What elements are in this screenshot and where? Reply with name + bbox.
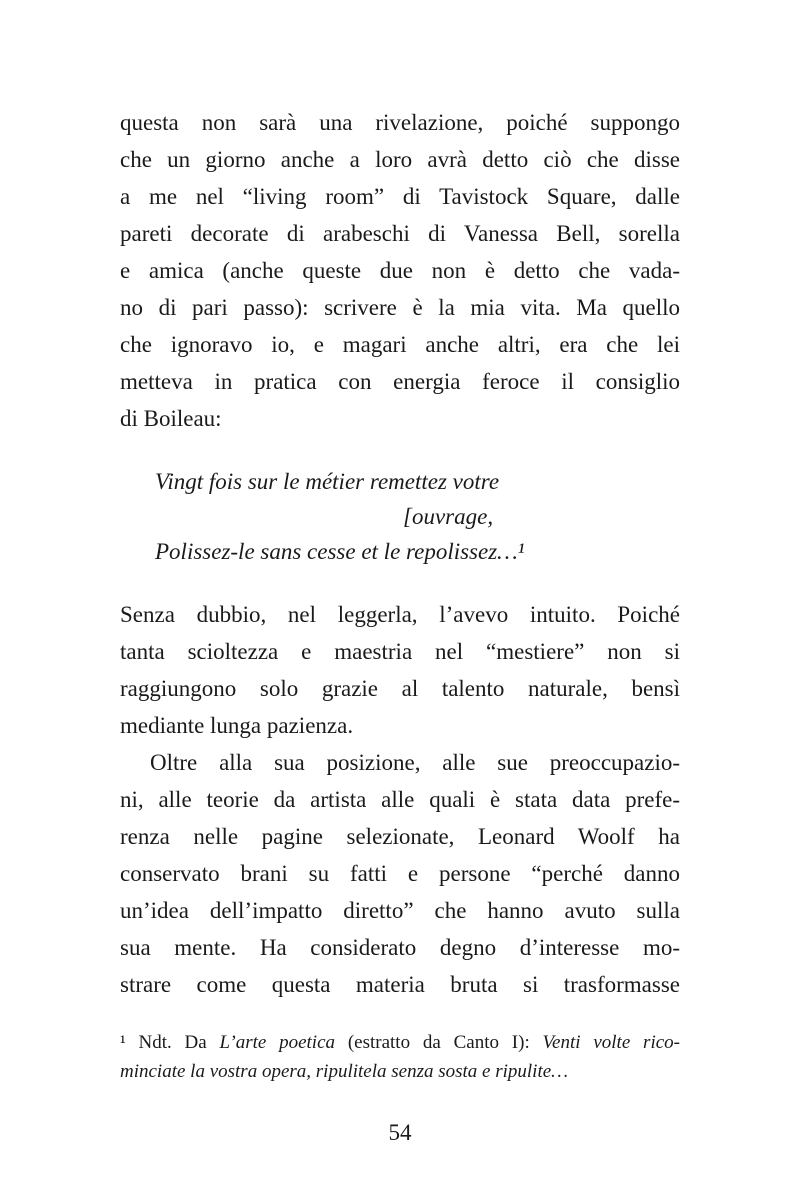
page-number: 54 <box>388 1120 412 1145</box>
text-line: a me nel “living room” di Tavistock Square, dalle <box>120 184 680 209</box>
text-line: ni, alle teorie da artista alle quali è stata data prefe- <box>120 787 680 812</box>
text-line: di Boileau: <box>120 406 222 431</box>
footnote-line <box>120 1057 680 1086</box>
text-line: sua mente. Ha considerato degno d’interesse mo- <box>120 935 680 960</box>
text-line: renza nelle pagine selezionate, Leonard Woolf ha <box>120 824 680 849</box>
senza-dubbio-paragraph <box>120 596 680 744</box>
text-line: Senza dubbio, nel leggerla, l’avevo intuito. Poiché <box>120 602 680 627</box>
oltre-paragraph <box>120 744 680 1003</box>
text-line: un’idea dell’impatto diretto” che hanno avuto sulla <box>120 898 680 923</box>
text-line: tanta scioltezza e maestria nel “mestiere” non si <box>120 639 680 664</box>
text-line: mediante lunga pazienza. <box>120 713 354 738</box>
text-line: no di pari passo): scrivere è la mia vita. Ma quello <box>120 295 680 320</box>
text-line: pareti decorate di arabeschi di Vanessa Bell, sorella <box>120 221 680 246</box>
text-line: raggiungono solo grazie al talento naturale, bensì <box>120 676 680 701</box>
text-line: che un giorno anche a loro avrà detto ciò che disse <box>120 147 680 172</box>
verse-line: [ouvrage, <box>403 504 494 529</box>
footnote-italic-text: L’arte poetica <box>219 1032 336 1053</box>
text-line: conservato brani su fatti e persone “perché danno <box>120 861 680 886</box>
opening-paragraph <box>120 104 680 437</box>
footnote-line <box>120 1028 680 1057</box>
text-line: metteva in pratica con energia feroce il consiglio <box>120 369 680 394</box>
footnote-text: (estratto da Canto I): <box>335 1032 543 1053</box>
boileau-verse-quote <box>155 464 680 569</box>
footnote-italic-text: Venti volte rico- <box>542 1032 680 1053</box>
text-line: che ignoravo io, e magari anche altri, era che lei <box>120 332 680 357</box>
text-block <box>120 104 680 1003</box>
text-line: strare come questa materia bruta si trasformasse <box>120 972 680 997</box>
footnote-italic-text: minciate la vostra opera, ripulitela senza sosta e ripulite… <box>120 1061 569 1082</box>
verse-line: Vingt fois sur le métier remettez votre <box>155 469 500 494</box>
text-line: questa non sarà una rivelazione, poiché suppongo <box>120 110 680 135</box>
verse-line: Polissez-le sans cesse et le repolissez…¹ <box>155 539 525 564</box>
footnote <box>120 1028 680 1086</box>
text-line: e amica (anche queste due non è detto che vada- <box>120 258 680 283</box>
text-line: Oltre alla sua posizione, alle sue preoccupazio- <box>150 750 680 775</box>
footnote-text: ¹ Ndt. Da <box>120 1032 220 1053</box>
